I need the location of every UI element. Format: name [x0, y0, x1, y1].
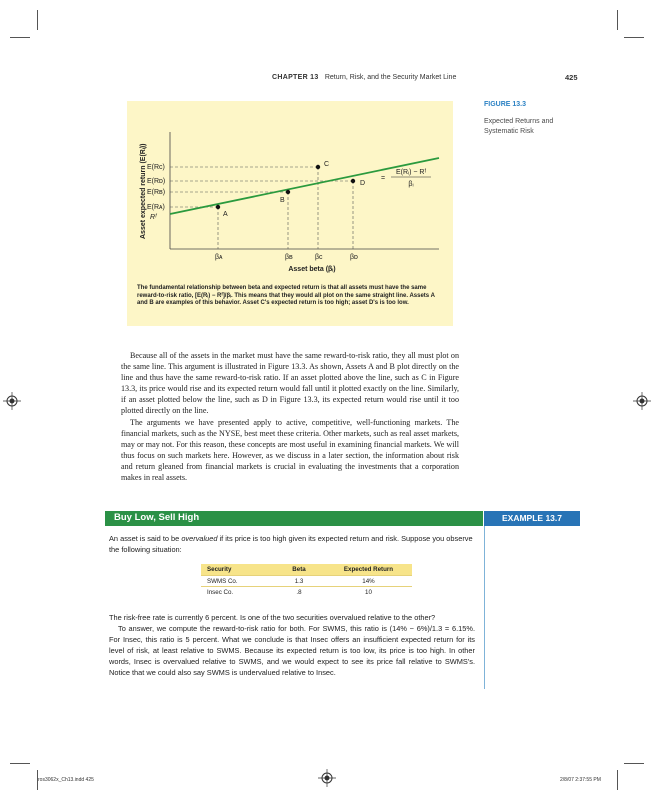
intro-text: if its price is too high given its expected return and risk. Suppose you observe the following situation: [109, 534, 473, 554]
chapter-label: CHAPTER 13 [272, 74, 319, 81]
crop-mark [10, 763, 30, 764]
running-header [272, 74, 456, 81]
column-header: Security [201, 564, 273, 576]
y-tick-label: E(Rᴅ) [147, 178, 166, 185]
chapter-title: Return, Risk, and the Security Market Line [324, 74, 457, 81]
security-market-line [170, 158, 439, 214]
intro-text: An asset is said to be [109, 534, 182, 543]
table-cell: Insec Co. [201, 587, 273, 598]
example-intro [109, 534, 477, 555]
table-cell: 10 [325, 587, 412, 598]
ratio-equals: = [380, 175, 386, 182]
table-cell: .8 [273, 587, 325, 598]
point-label: D [360, 180, 366, 187]
paragraph: The arguments we have presented apply to active, competitive, well-functioning markets. The financial markets, such as the NYSE, best meet these criteria. Other markets, such as real asset markets, may or may not. For this reason, these concepts are most useful in examining financial markets. We will thus focus on such markets here. However, as we discuss in a later section, the information about risk and return gleaned from financial markets is crucial in evaluating the investments that a corporation makes in real assets. [121, 417, 459, 483]
ratio-numerator: E(Rᵢ) − Rᶠ [395, 169, 427, 176]
crop-mark [624, 763, 644, 764]
point-label: A [223, 211, 228, 218]
table-row [201, 587, 412, 598]
example-rule [484, 526, 485, 689]
y-axis-title: Asset expected return (E(Rᵢ)) [140, 143, 147, 239]
ratio-denominator: βᵢ [408, 181, 414, 188]
table-cell: 1.3 [273, 576, 325, 587]
table-row [201, 576, 412, 587]
crop-mark [37, 10, 38, 30]
example-body [109, 613, 475, 678]
sml-diagram [127, 101, 453, 285]
body-text [121, 350, 459, 483]
page-number: 425 [565, 73, 578, 82]
footer-timestamp: 2/8/07 2:37:55 PM [560, 777, 601, 783]
x-tick-label: βʙ [285, 254, 293, 261]
intro-emphasis: overvalued [181, 534, 218, 543]
x-tick-label: βᴀ [215, 254, 223, 261]
point-label: B [280, 197, 285, 204]
table-cell: 14% [325, 576, 412, 587]
y-tick-label: E(Rᴄ) [147, 164, 165, 171]
example-question: The risk-free rate is currently 6 percent. Is one of the two securities overvalued relative to the other? [109, 613, 436, 622]
x-tick-label: βᴄ [315, 254, 323, 261]
securities-table [201, 564, 412, 597]
crop-mark [10, 37, 30, 38]
point-c [316, 165, 320, 169]
crop-mark [617, 770, 618, 790]
example-answer: To answer, we compute the reward-to-risk ratio for both. For SWMS, this ratio is (14% − 6%)/1.3 = 6.15%. For Insec, this ratio is 5 percent. What we conclude is that Insec offers an insufficient expected return for its level of risk, at least relative to SWMS. Because its expected return is too low, its price is too high. In other words, Insec is overvalued relative to SWMS, and we would expect to see its price fall relative to SWMS's. Notice that we could also say SWMS is undervalued relative to Insec. [109, 623, 475, 677]
table-header-row [201, 564, 412, 576]
column-header: Beta [273, 564, 325, 576]
table-cell: SWMS Co. [201, 576, 273, 587]
point-label: C [324, 161, 330, 168]
y-tick-label: E(Rʙ) [147, 189, 166, 196]
registration-mark-icon [318, 769, 336, 787]
figure-caption: The fundamental relationship between beta and expected return is that all assets must have the same reward-to-risk ratio, [E(Rᵢ) − Rᶠ]/βᵢ. This means that they would all plot on the same straight line. Assets A and B are examples of this behavior. Asset C's expected return is too high; asset D's is too low. [137, 285, 435, 307]
column-header: Expected Return [325, 564, 412, 576]
y-tick-label: Rᶠ [150, 214, 157, 221]
crop-mark [624, 37, 644, 38]
point-b [286, 190, 290, 194]
paragraph: Because all of the assets in the market must have the same reward-to-risk ratio, they all must plot on the same line. This argument is illustrated in Figure 13.3. As shown, Assets A and B plot directly on the line and thus have the same reward-to-risk ratio. If an asset plotted above the line, such as C in Figure 13.3, its price would rise and its expected return would fall until it plotted exactly on the line. Similarly, if an asset plotted below the line, such as D in Figure 13.3, its expected return would rise until it too plotted directly on the line. [121, 351, 459, 416]
point-a [216, 205, 220, 209]
footer-file: ros3062x_Ch13.indd 425 [38, 777, 94, 783]
example-title: Buy Low, Sell High [114, 512, 200, 523]
crop-mark [617, 10, 618, 30]
figure-subtitle: Expected Returns and Systematic Risk [484, 118, 554, 135]
example-badge: EXAMPLE 13.7 [484, 511, 580, 526]
figure-label: FIGURE 13.3 [484, 101, 527, 108]
x-axis-title: Asset beta (βᵢ) [288, 266, 336, 273]
registration-mark-icon [3, 392, 21, 410]
point-d [351, 179, 355, 183]
x-tick-label: βᴅ [350, 254, 358, 261]
registration-mark-icon [633, 392, 651, 410]
y-tick-label: E(Rᴀ) [147, 204, 165, 211]
